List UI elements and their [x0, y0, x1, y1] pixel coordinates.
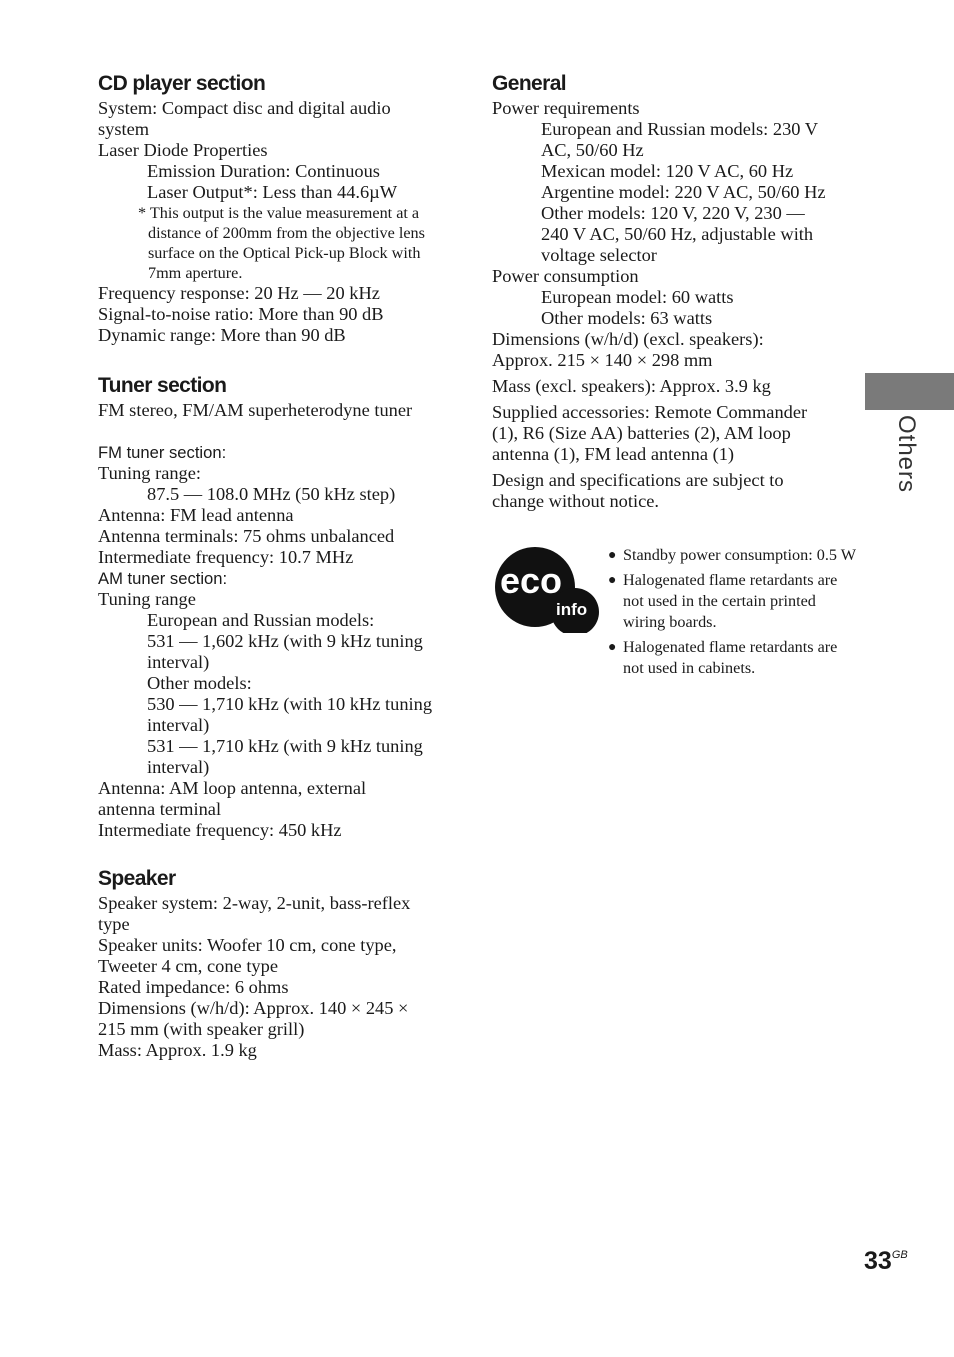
eco-info-icon [495, 543, 600, 633]
am-other-models: Other models: [147, 673, 252, 693]
am-antenna-line2: antenna terminal [98, 799, 222, 819]
fm-range: 87.5 — 108.0 MHz (50 kHz step) [147, 484, 396, 504]
left-column [98, 70, 458, 1061]
am-other-range1-line2: interval) [147, 715, 210, 735]
power-other-line1: Other models: 120 V, 220 V, 230 — [541, 203, 805, 223]
am-other-range2-line2: interval) [147, 757, 210, 777]
emission-duration: Emission Duration: Continuous [147, 161, 380, 181]
cd-system-line1: System: Compact disc and digital audio [98, 98, 391, 118]
dynamic-range: Dynamic range: More than 90 dB [98, 325, 346, 345]
am-other-range2-line1: 531 — 1,710 kHz (with 9 kHz tuning [147, 736, 423, 756]
page-number-value: 33 [864, 1247, 892, 1275]
power-argentine: Argentine model: 220 V AC, 50/60 Hz [541, 182, 826, 202]
general-section-heading: General [492, 72, 567, 95]
general-mass: Mass (excl. speakers): Approx. 3.9 kg [492, 376, 771, 396]
fm-terminals: Antenna terminals: 75 ohms unbalanced [98, 526, 395, 546]
tuner-intro: FM stereo, FM/AM superheterodyne tuner [98, 400, 413, 420]
am-antenna-line1: Antenna: AM loop antenna, external [98, 778, 367, 798]
frequency-response: Frequency response: 20 Hz — 20 kHz [98, 283, 380, 303]
speaker-units-line2: Tweeter 4 cm, cone type [98, 956, 278, 976]
eco-bullet-text: Halogenated flame retardants are not used in the certain printed wiring boards. [623, 571, 838, 631]
laser-output: Laser Output*: Less than 44.6µW [147, 182, 398, 202]
power-eu-line1: European and Russian models: 230 V [541, 119, 819, 139]
am-intermediate-frequency: Intermediate frequency: 450 kHz [98, 820, 342, 840]
speaker-dimensions-line1: Dimensions (w/h/d): Approx. 140 × 245 × [98, 998, 409, 1018]
rated-impedance: Rated impedance: 6 ohms [98, 977, 289, 997]
section-tab-marker [865, 373, 954, 410]
bullet-icon: ● [608, 640, 617, 655]
eco-bullet-cabinets [608, 637, 858, 679]
eco-word: eco [500, 560, 563, 601]
design-notice-line2: change without notice. [492, 491, 659, 511]
power-other-line2: 240 V AC, 50/60 Hz, adjustable with [541, 224, 814, 244]
am-eu-range-line1: 531 — 1,602 kHz (with 9 kHz tuning [147, 631, 423, 651]
page-number-suffix: GB [891, 1249, 908, 1261]
fm-antenna: Antenna: FM lead antenna [98, 505, 294, 525]
power-other-line3: voltage selector [541, 245, 657, 265]
speaker-units-line1: Speaker units: Woofer 10 cm, cone type, [98, 935, 397, 955]
cd-section-heading: CD player section [98, 72, 266, 95]
am-range-label: Tuning range [98, 589, 196, 609]
speaker-mass: Mass: Approx. 1.9 kg [98, 1040, 257, 1060]
power-mexican: Mexican model: 120 V AC, 60 Hz [541, 161, 794, 181]
speaker-system-line1: Speaker system: 2-way, 2-unit, bass-reflex [98, 893, 411, 913]
speaker-dimensions-line2: 215 mm (with speaker grill) [98, 1019, 305, 1039]
speaker-section-heading: Speaker [98, 867, 176, 890]
bullet-icon: ● [608, 548, 617, 563]
accessories-line1: Supplied accessories: Remote Commander [492, 402, 808, 422]
am-other-range1-line1: 530 — 1,710 kHz (with 10 kHz tuning [147, 694, 433, 714]
fm-range-label: Tuning range: [98, 463, 202, 483]
am-eu-range-line2: interval) [147, 652, 210, 672]
eco-bullet-pwb [608, 570, 858, 633]
fm-intermediate-frequency: Intermediate frequency: 10.7 MHz [98, 547, 354, 567]
general-dimensions-line1: Dimensions (w/h/d) (excl. speakers): [492, 329, 764, 349]
section-tab-label: Others [893, 415, 920, 494]
am-tuner-label: AM tuner section: [98, 569, 228, 588]
am-eu-models: European and Russian models: [147, 610, 375, 630]
consumption-other: Other models: 63 watts [541, 308, 713, 328]
design-notice-line1: Design and specifications are subject to [492, 470, 784, 490]
page-number [864, 1247, 908, 1276]
right-column [492, 70, 852, 512]
eco-bullet-list [608, 545, 858, 683]
eco-bullet-text: Standby power consumption: 0.5 W [623, 546, 857, 564]
cd-system-line2: system [98, 119, 150, 139]
accessories-line3: antenna (1), FM lead antenna (1) [492, 444, 735, 464]
signal-to-noise: Signal-to-noise ratio: More than 90 dB [98, 304, 384, 324]
accessories-line2: (1), R6 (Size AA) batteries (2), AM loop [492, 423, 791, 443]
power-requirements: Power requirements [492, 98, 640, 118]
power-eu-line2: AC, 50/60 Hz [541, 140, 644, 160]
laser-properties: Laser Diode Properties [98, 140, 268, 160]
consumption-eu: European model: 60 watts [541, 287, 734, 307]
fm-tuner-label: FM tuner section: [98, 443, 227, 462]
eco-bullet-text: Halogenated flame retardants are not used in cabinets. [623, 638, 838, 677]
eco-bullet-standby [608, 545, 858, 566]
info-word: info [556, 600, 588, 619]
laser-footnote: * This output is the value measurement at a distance of 200mm from the objective lens surface on the Optical Pick-up Block with 7mm aperture. [138, 204, 425, 282]
speaker-system-line2: type [98, 914, 130, 934]
power-consumption: Power consumption [492, 266, 639, 286]
bullet-icon: ● [608, 573, 617, 588]
eco-info-logo [495, 543, 600, 633]
tuner-section-heading: Tuner section [98, 374, 227, 397]
general-dimensions-line2: Approx. 215 × 140 × 298 mm [492, 350, 713, 370]
